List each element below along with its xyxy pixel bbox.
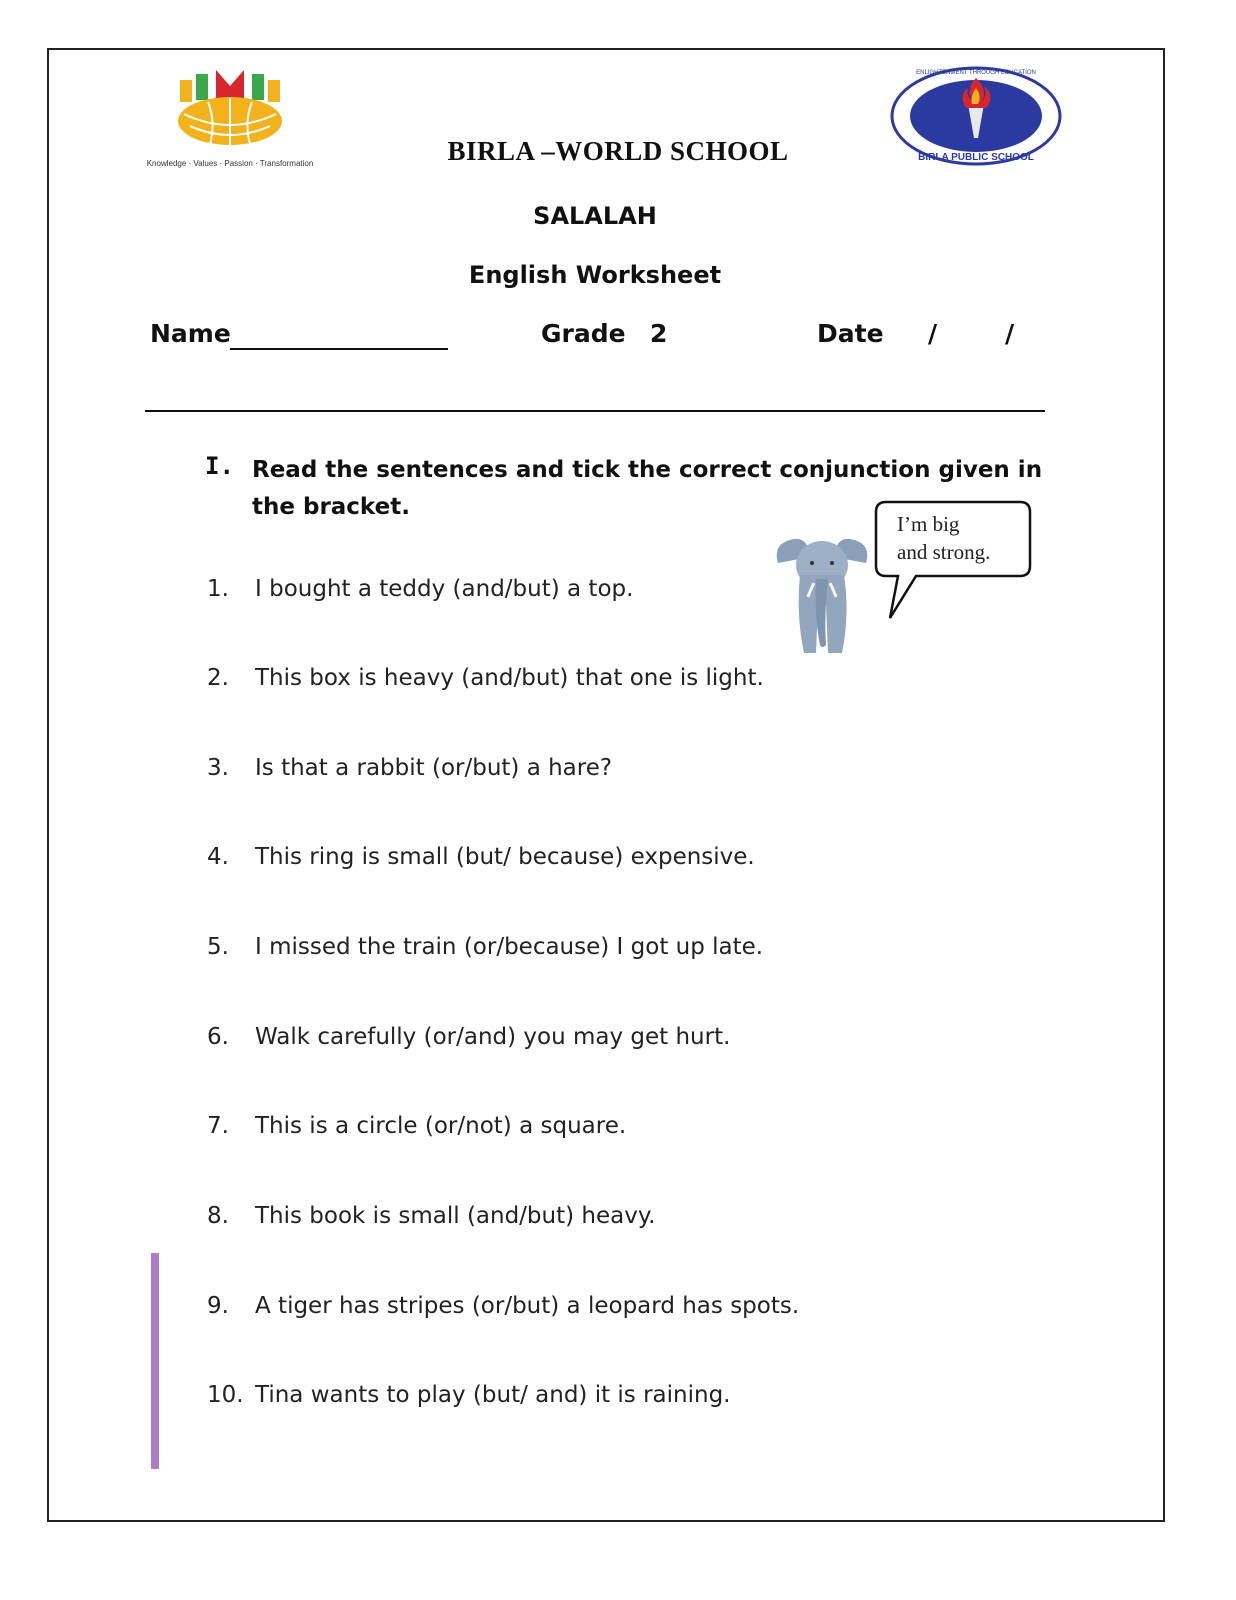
name-blank[interactable]: [230, 348, 448, 350]
date-separator: /: [928, 319, 938, 348]
margin-accent-bar: [151, 1253, 159, 1469]
item-text: This book is small (and/but) heavy.: [255, 1203, 656, 1229]
svg-text:Knowledge · Values · Passion ·: Knowledge · Values · Passion · Transformation: [146, 159, 314, 168]
school-name: BIRLA –WORLD SCHOOL: [447, 136, 789, 166]
school-city: SALALAH: [533, 202, 657, 230]
item-text: This box is heavy (and/but) that one is light.: [255, 665, 764, 691]
list-item: 9. A tiger has stripes (or/but) a leopard has spots.: [207, 1293, 800, 1319]
speech-line: I’m big: [897, 512, 960, 536]
item-text: A tiger has stripes (or/but) a leopard has spots.: [255, 1293, 800, 1319]
divider: [145, 410, 1045, 412]
item-text: Walk carefully (or/and) you may get hurt.: [255, 1024, 731, 1050]
question-instruction: Read the sentences and tick the correct conjunction given in the bracket.: [252, 457, 1043, 520]
list-item: 4. This ring is small (but/ because) expensive.: [207, 844, 755, 870]
list-item: 1. I bought a teddy (and/but) a top.: [207, 576, 634, 602]
list-item: 7. This is a circle (or/not) a square.: [207, 1113, 627, 1139]
list-item: 5. I missed the train (or/because) I got up late.: [207, 934, 764, 960]
item-text: I bought a teddy (and/but) a top.: [255, 576, 634, 602]
speech-line: and strong.: [897, 540, 991, 564]
svg-text:ENLIGHTENMENT THROUGH EDUCATIO: ENLIGHTENMENT THROUGH EDUCATION: [916, 70, 1036, 76]
list-item: 8. This book is small (and/but) heavy.: [207, 1203, 656, 1229]
question-number: I.: [205, 452, 234, 480]
item-text: This is a circle (or/not) a square.: [255, 1113, 627, 1139]
date-separator: /: [1005, 319, 1015, 348]
list-item: 6. Walk carefully (or/and) you may get hurt.: [207, 1024, 731, 1050]
worksheet-title: English Worksheet: [468, 261, 722, 289]
list-item: 3. Is that a rabbit (or/but) a hare?: [207, 755, 613, 781]
svg-text:BIRLA PUBLIC SCHOOL: BIRLA PUBLIC SCHOOL: [918, 152, 1034, 163]
item-text: I missed the train (or/because) I got up late.: [255, 934, 764, 960]
date-label: Date: [817, 319, 884, 348]
grade-value: 2: [650, 319, 668, 348]
list-item: 10. Tina wants to play (but/ and) it is raining.: [207, 1382, 731, 1408]
name-label: Name: [150, 319, 231, 348]
elephant-illustration: [770, 535, 874, 659]
item-text: Tina wants to play (but/ and) it is raining.: [255, 1382, 731, 1408]
grade-label: Grade: [541, 319, 626, 348]
item-text: Is that a rabbit (or/but) a hare?: [255, 755, 613, 781]
item-text: This ring is small (but/ because) expensive.: [255, 844, 755, 870]
speech-bubble-text: [897, 510, 1027, 566]
list-item: 2. This box is heavy (and/but) that one is light.: [207, 665, 764, 691]
